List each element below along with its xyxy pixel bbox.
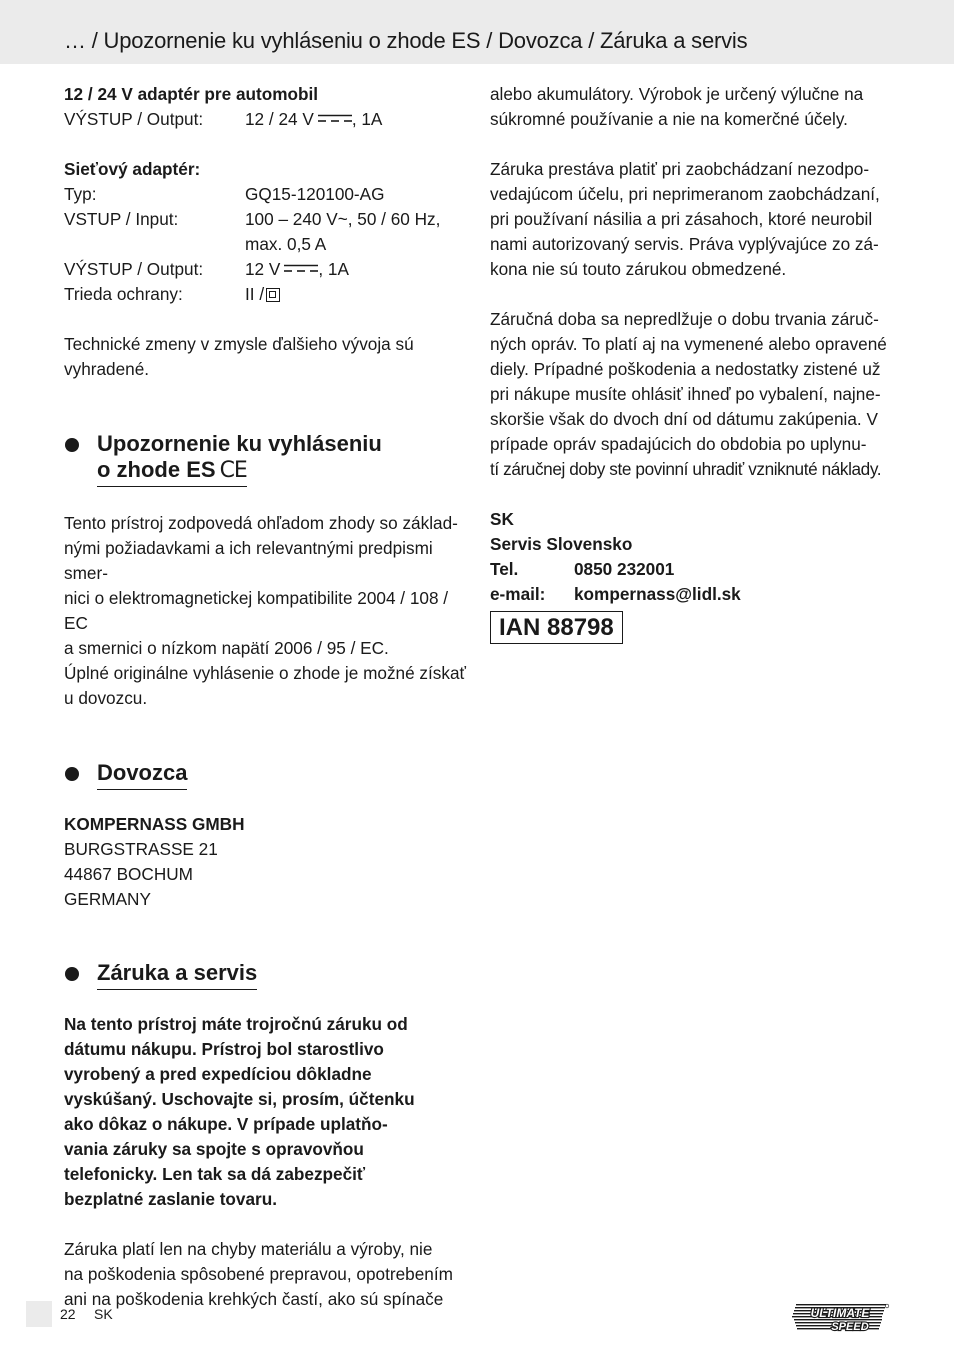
warranty-heading: Záruka a servis	[64, 960, 466, 990]
service-email-row	[490, 582, 892, 607]
conformity-text-line: a smernici o nízkom napätí 2006 / 95 / EC.	[64, 638, 389, 658]
bullet-icon	[65, 438, 79, 452]
importer-address-line: 44867 BOCHUM	[64, 864, 193, 884]
left-column	[64, 82, 466, 1312]
svg-text:ULTIMATE: ULTIMATE	[810, 1306, 870, 1320]
conformity-heading: Upozornenie ku vyhláseniu o zhode ES CE	[64, 431, 466, 487]
bullet-icon	[65, 767, 79, 781]
warranty-bold-line: dátumu nákupu. Prístroj bol starostlivo	[64, 1039, 384, 1059]
warranty-text-line: ani na poškodenia krehkých častí, ako sú spínače	[64, 1289, 444, 1309]
spec-value: 12 V , 1A	[245, 259, 349, 279]
spec-key: VÝSTUP / Output:	[64, 259, 204, 279]
technical-note-line: Technické zmeny v zmysle ďalšieho vývoja sú	[64, 334, 414, 354]
protection-class-icon	[266, 288, 280, 302]
car-adapter-heading: 12 / 24 V adaptér pre automobil	[64, 84, 319, 104]
conformity-text-line: u dovozcu.	[64, 688, 148, 708]
warranty-bold-line: ako dôkaz o nákupe. V prípade uplatňo-	[64, 1114, 388, 1134]
footer-page-marker	[26, 1301, 52, 1327]
warranty-period-line: tí záručnej doby ste povinní uhradiť vzniknuté náklady.	[490, 459, 882, 479]
spec-value: 12 / 24 V , 1A	[245, 109, 383, 129]
spec-key: Trieda ochrany:	[64, 284, 183, 304]
warranty-text-line: na poškodenia spôsobené prepravou, opotrebením	[64, 1264, 453, 1284]
net-adapter-output-row	[64, 257, 466, 282]
warranty-void-line: nami autorizovaný servis. Práva vyplývajúce zo zá-	[490, 234, 879, 254]
conformity-text-line: Tento prístroj zodpovedá ohľadom zhody so základ-	[64, 513, 458, 533]
svg-text:SPEED: SPEED	[831, 1321, 869, 1333]
net-adapter-input-row	[64, 207, 466, 257]
dc-symbol-icon	[318, 114, 352, 123]
right-column	[490, 82, 892, 644]
technical-note-line: vyhradené.	[64, 359, 150, 379]
conformity-text-line: nými požiadavkami a ich relevantnými predpismi smer-	[64, 538, 433, 583]
spec-key: Typ:	[64, 184, 97, 204]
warranty-period-line: skoršie však do dvoch dní od dátumu zakúpenia. V	[490, 409, 878, 429]
warranty-void-line: Záruka prestáva platiť pri zaobchádzaní nezodpo-	[490, 159, 870, 179]
car-adapter-output-row	[64, 107, 466, 132]
conformity-text-line: Úplné originálne vyhlásenie o zhode je možné získať	[64, 663, 466, 683]
service-phone-row	[490, 557, 892, 582]
warranty-void-line: pri používaní násilia a pri zásahoch, ktoré neurobil	[490, 209, 873, 229]
bullet-icon	[65, 967, 79, 981]
importer-company: KOMPERNASS GMBH	[64, 814, 245, 834]
net-adapter-type-row	[64, 182, 466, 207]
importer-address-line: BURGSTRASSE 21	[64, 839, 218, 859]
service-phone[interactable]: 0850 232001	[574, 559, 675, 579]
warranty-void-line: kona nie sú touto zárukou obmedzené.	[490, 259, 787, 279]
conformity-text-line: nici o elektromagnetickej kompatibilite 2004 / 108 / EC	[64, 588, 449, 633]
spec-key: VSTUP / Input:	[64, 209, 179, 229]
service-email-link[interactable]: kompernass@lidl.sk	[574, 584, 741, 604]
importer-address-line: GERMANY	[64, 889, 151, 909]
warranty-continued-line: alebo akumulátory. Výrobok je určený výlučne na	[490, 84, 864, 104]
warranty-bold-line: vyskúšaný. Uschovajte si, prosím, účtenku	[64, 1089, 415, 1109]
warranty-period-line: prípade opráv spadajúcich do obdobia po uplynu-	[490, 434, 867, 454]
spec-value: GQ15-120100-AG	[245, 184, 385, 204]
service-country: SK	[490, 509, 514, 529]
warranty-bold-line: Na tento prístroj máte trojročnú záruku od	[64, 1014, 408, 1034]
warranty-period-line: diely. Prípadné poškodenia a nedostatky zistené už	[490, 359, 881, 379]
service-name: Servis Slovensko	[490, 534, 633, 554]
footer-language: SK	[94, 1306, 113, 1322]
warranty-text-line: Záruka platí len na chyby materiálu a výroby, nie	[64, 1239, 433, 1259]
warranty-period-line: pri nákupe musíte ohlásiť ihneď po vybalení, najne-	[490, 384, 881, 404]
warranty-bold-line: vania záruky sa spojte s opravovňou	[64, 1139, 364, 1159]
warranty-bold-line: telefonicky. Len tak sa dá zabezpečiť	[64, 1164, 366, 1184]
contact-key: Tel.	[490, 559, 519, 579]
spec-value: 100 – 240 V~, 50 / 60 Hz, max. 0,5 A	[245, 209, 441, 254]
warranty-void-line: vedajúcom účelu, pri neprimeranom zaobchádzaní,	[490, 184, 880, 204]
net-adapter-heading: Sieťový adaptér:	[64, 159, 201, 179]
page-number: 22	[60, 1306, 76, 1322]
warranty-bold-line: vyrobený a pred expedíciou dôkladne	[64, 1064, 372, 1084]
warranty-period-line: Záručná doba sa nepredlžuje o dobu trvania záruč-	[490, 309, 879, 329]
spec-value: II /	[245, 282, 466, 307]
warranty-period-line: ných opráv. To platí aj na vymenené alebo opravené	[490, 334, 887, 354]
dc-symbol-icon	[284, 264, 318, 273]
net-adapter-class-row	[64, 282, 466, 307]
warranty-continued-line: súkromné používanie a nie na komerčné účely.	[490, 109, 848, 129]
spec-key: VÝSTUP / Output:	[64, 109, 204, 129]
page-title: … / Upozornenie ku vyhláseniu o zhode ES / Dovozca / Záruka a servis	[64, 28, 748, 53]
importer-heading: Dovozca	[64, 760, 466, 790]
ian-box: IAN 88798	[490, 611, 623, 644]
warranty-bold-line: bezplatné zaslanie tovaru.	[64, 1189, 277, 1209]
contact-key: e-mail:	[490, 584, 546, 604]
ultimate-speed-logo	[792, 1302, 890, 1334]
ce-mark-icon: CE	[219, 458, 247, 483]
